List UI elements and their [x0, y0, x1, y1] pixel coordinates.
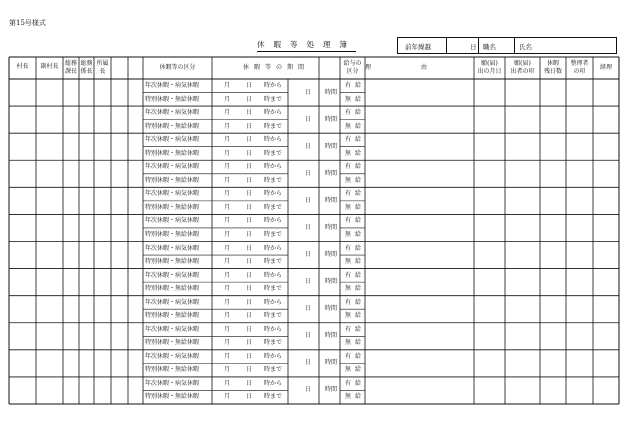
- header-deputy-mayor: 副村長: [40, 63, 59, 70]
- row-month-unit: 月: [224, 109, 231, 117]
- row-time-from: 時から: [264, 379, 283, 387]
- row-leave-type-annual: 年次休暇・病気休暇: [145, 379, 200, 387]
- row-time-to: 時まで: [264, 339, 283, 347]
- row-paid-label: 有給: [345, 271, 366, 279]
- row-time-from: 時から: [264, 352, 283, 360]
- row-unpaid-label: 無給: [345, 339, 366, 347]
- row-days-unit: 日: [305, 196, 312, 204]
- row-month-unit: 月: [224, 203, 231, 211]
- row-unpaid-label: 無給: [345, 393, 366, 401]
- row-hours-unit: 時間: [325, 386, 338, 394]
- header-general-affairs-subchief: 総務 係長: [80, 60, 93, 75]
- row-day-unit: 日: [246, 82, 253, 89]
- row-day-unit: 日: [246, 312, 253, 320]
- header-mayor: 村長: [16, 63, 29, 70]
- row-hours-unit: 時間: [325, 196, 338, 204]
- row-days-unit: 日: [305, 332, 312, 340]
- row-month-unit: 月: [224, 312, 231, 320]
- row-days-unit: 日: [305, 386, 312, 394]
- row-leave-type-annual: 年次休暇・病気休暇: [145, 136, 200, 144]
- row-leave-type-special: 特別休暇・無給休暇: [145, 122, 200, 130]
- row-day-unit: 日: [246, 366, 253, 374]
- row-paid-label: 有給: [345, 190, 366, 198]
- row-month-unit: 月: [224, 271, 231, 279]
- row-time-to: 時まで: [264, 203, 283, 211]
- row-time-from: 時から: [264, 136, 283, 144]
- row-paid-label: 有給: [345, 163, 366, 171]
- row-hours-unit: 時間: [325, 115, 338, 123]
- row-leave-type-annual: 年次休暇・病気休暇: [145, 244, 200, 252]
- row-days-unit: 日: [305, 223, 312, 231]
- carry-over-days-unit: 日: [470, 43, 477, 51]
- header-dept-head: 所属 長: [96, 60, 109, 75]
- row-month-unit: 月: [224, 136, 231, 144]
- row-hours-unit: 時間: [325, 332, 338, 340]
- row-day-unit: 日: [246, 122, 253, 130]
- row-unpaid-label: 無給: [345, 285, 366, 293]
- row-hours-unit: 時間: [325, 359, 338, 367]
- row-paid-label: 有給: [345, 325, 366, 333]
- row-day-unit: 日: [246, 244, 253, 252]
- row-paid-label: 有給: [345, 352, 366, 360]
- row-unpaid-label: 無給: [345, 176, 366, 184]
- row-days-unit: 日: [305, 359, 312, 367]
- header-remaining-days: 休暇 残日数: [543, 60, 562, 75]
- row-hours-unit: 時間: [325, 305, 338, 313]
- row-hours-unit: 時間: [325, 251, 338, 259]
- row-leave-type-special: 特別休暇・無給休暇: [145, 366, 200, 374]
- row-unpaid-label: 無給: [345, 366, 366, 374]
- row-paid-label: 有給: [345, 109, 366, 117]
- row-time-from: 時から: [264, 244, 283, 252]
- row-time-to: 時まで: [264, 366, 283, 374]
- row-hours-unit: 時間: [325, 223, 338, 231]
- row-unpaid-label: 無給: [345, 149, 366, 157]
- row-day-unit: 日: [246, 136, 253, 144]
- header-processor-seal: 整理者 の印: [570, 60, 589, 75]
- row-month-unit: 月: [224, 352, 231, 360]
- header-reason: 理由: [365, 64, 478, 71]
- row-day-unit: 日: [246, 379, 253, 387]
- row-leave-type-annual: 年次休暇・病気休暇: [145, 190, 200, 198]
- row-unpaid-label: 無給: [345, 230, 366, 238]
- row-leave-type-annual: 年次休暇・病気休暇: [145, 325, 200, 333]
- row-day-unit: 日: [246, 176, 253, 184]
- row-leave-type-special: 特別休暇・無給休暇: [145, 176, 200, 184]
- row-time-from: 時から: [264, 82, 283, 89]
- header-requester-seal: 願(届) 出者の印: [510, 60, 535, 75]
- row-hours-unit: 時間: [325, 142, 338, 150]
- row-month-unit: 月: [224, 217, 231, 225]
- row-time-to: 時まで: [264, 312, 283, 320]
- row-time-from: 時から: [264, 217, 283, 225]
- row-month-unit: 月: [224, 95, 231, 103]
- carry-over-label: 前年繰越: [405, 43, 431, 51]
- row-leave-type-annual: 年次休暇・病気休暇: [145, 109, 200, 117]
- row-month-unit: 月: [224, 149, 231, 157]
- row-month-unit: 月: [224, 298, 231, 306]
- row-day-unit: 日: [246, 393, 253, 401]
- row-time-from: 時から: [264, 271, 283, 279]
- row-hours-unit: 時間: [325, 169, 338, 177]
- row-time-to: 時まで: [264, 258, 283, 266]
- row-day-unit: 日: [246, 163, 253, 171]
- form-number: 第15号様式: [9, 19, 46, 27]
- row-paid-label: 有給: [345, 136, 366, 144]
- row-time-to: 時まで: [264, 176, 283, 184]
- row-time-to: 時まで: [264, 149, 283, 157]
- page-title: 休暇等処理簿: [257, 39, 356, 52]
- row-month-unit: 月: [224, 339, 231, 347]
- header-pay-type: 給与の 区分: [343, 60, 362, 75]
- row-time-to: 時まで: [264, 285, 283, 293]
- row-day-unit: 日: [246, 217, 253, 225]
- row-leave-type-annual: 年次休暇・病気休暇: [145, 271, 200, 279]
- row-day-unit: 日: [246, 339, 253, 347]
- row-leave-type-annual: 年次休暇・病気休暇: [145, 82, 200, 89]
- row-days-unit: 日: [305, 305, 312, 313]
- header-general-affairs-chief: 総務 課長: [64, 60, 77, 75]
- row-month-unit: 月: [224, 122, 231, 130]
- row-hours-unit: 時間: [325, 278, 338, 286]
- row-month-unit: 月: [224, 190, 231, 198]
- row-day-unit: 日: [246, 352, 253, 360]
- row-time-to: 時まで: [264, 230, 283, 238]
- row-time-from: 時から: [264, 298, 283, 306]
- row-leave-type-annual: 年次休暇・病気休暇: [145, 298, 200, 306]
- row-day-unit: 日: [246, 95, 253, 103]
- row-month-unit: 月: [224, 258, 231, 266]
- row-month-unit: 月: [224, 163, 231, 171]
- row-days-unit: 日: [305, 251, 312, 259]
- row-days-unit: 日: [305, 278, 312, 286]
- row-paid-label: 有給: [345, 217, 366, 225]
- row-day-unit: 日: [246, 325, 253, 333]
- row-leave-type-special: 特別休暇・無給休暇: [145, 95, 200, 103]
- row-day-unit: 日: [246, 230, 253, 238]
- row-month-unit: 月: [224, 325, 231, 333]
- row-unpaid-label: 無給: [345, 122, 366, 130]
- row-paid-label: 有給: [345, 379, 366, 387]
- row-leave-type-special: 特別休暇・無給休暇: [145, 258, 200, 266]
- name-label: 氏名: [519, 43, 532, 51]
- header-leave-period: 休暇等の期間: [242, 64, 309, 71]
- row-paid-label: 有給: [345, 298, 366, 306]
- row-hours-unit: 時間: [325, 88, 338, 96]
- row-month-unit: 月: [224, 366, 231, 374]
- row-paid-label: 有給: [345, 244, 366, 252]
- row-month-unit: 月: [224, 230, 231, 238]
- header-leave-type: 休暇等の区分: [159, 64, 196, 71]
- row-time-from: 時から: [264, 190, 283, 198]
- row-month-unit: 月: [224, 379, 231, 387]
- row-leave-type-annual: 年次休暇・病気休暇: [145, 217, 200, 225]
- row-days-unit: 日: [305, 88, 312, 96]
- row-month-unit: 月: [224, 285, 231, 293]
- row-time-from: 時から: [264, 163, 283, 171]
- job-title-label: 職名: [483, 43, 496, 51]
- row-leave-type-annual: 年次休暇・病気休暇: [145, 163, 200, 171]
- row-day-unit: 日: [246, 109, 253, 117]
- row-leave-type-special: 特別休暇・無給休暇: [145, 393, 200, 401]
- row-time-from: 時から: [264, 325, 283, 333]
- row-month-unit: 月: [224, 393, 231, 401]
- header-request-date: 願(届) 出の月日: [477, 60, 502, 75]
- row-leave-type-special: 特別休暇・無給休暇: [145, 203, 200, 211]
- row-leave-type-special: 特別休暇・無給休暇: [145, 285, 200, 293]
- row-day-unit: 日: [246, 149, 253, 157]
- row-day-unit: 日: [246, 190, 253, 198]
- row-time-to: 時まで: [264, 95, 283, 103]
- row-days-unit: 日: [305, 115, 312, 123]
- row-time-to: 時まで: [264, 122, 283, 130]
- row-day-unit: 日: [246, 298, 253, 306]
- row-leave-type-special: 特別休暇・無給休暇: [145, 312, 200, 320]
- row-unpaid-label: 無給: [345, 312, 366, 320]
- row-day-unit: 日: [246, 258, 253, 266]
- row-day-unit: 日: [246, 271, 253, 279]
- row-month-unit: 月: [224, 244, 231, 252]
- header-accounting: 経理: [599, 64, 612, 71]
- row-unpaid-label: 無給: [345, 95, 366, 103]
- row-days-unit: 日: [305, 142, 312, 150]
- row-paid-label: 有給: [345, 82, 366, 89]
- row-leave-type-special: 特別休暇・無給休暇: [145, 339, 200, 347]
- row-unpaid-label: 無給: [345, 203, 366, 211]
- row-unpaid-label: 無給: [345, 258, 366, 266]
- row-leave-type-special: 特別休暇・無給休暇: [145, 149, 200, 157]
- row-time-to: 時まで: [264, 393, 283, 401]
- row-leave-type-annual: 年次休暇・病気休暇: [145, 352, 200, 360]
- row-leave-type-special: 特別休暇・無給休暇: [145, 230, 200, 238]
- row-day-unit: 日: [246, 285, 253, 293]
- row-time-from: 時から: [264, 109, 283, 117]
- row-month-unit: 月: [224, 82, 231, 89]
- row-days-unit: 日: [305, 169, 312, 177]
- row-day-unit: 日: [246, 203, 253, 211]
- row-month-unit: 月: [224, 176, 231, 184]
